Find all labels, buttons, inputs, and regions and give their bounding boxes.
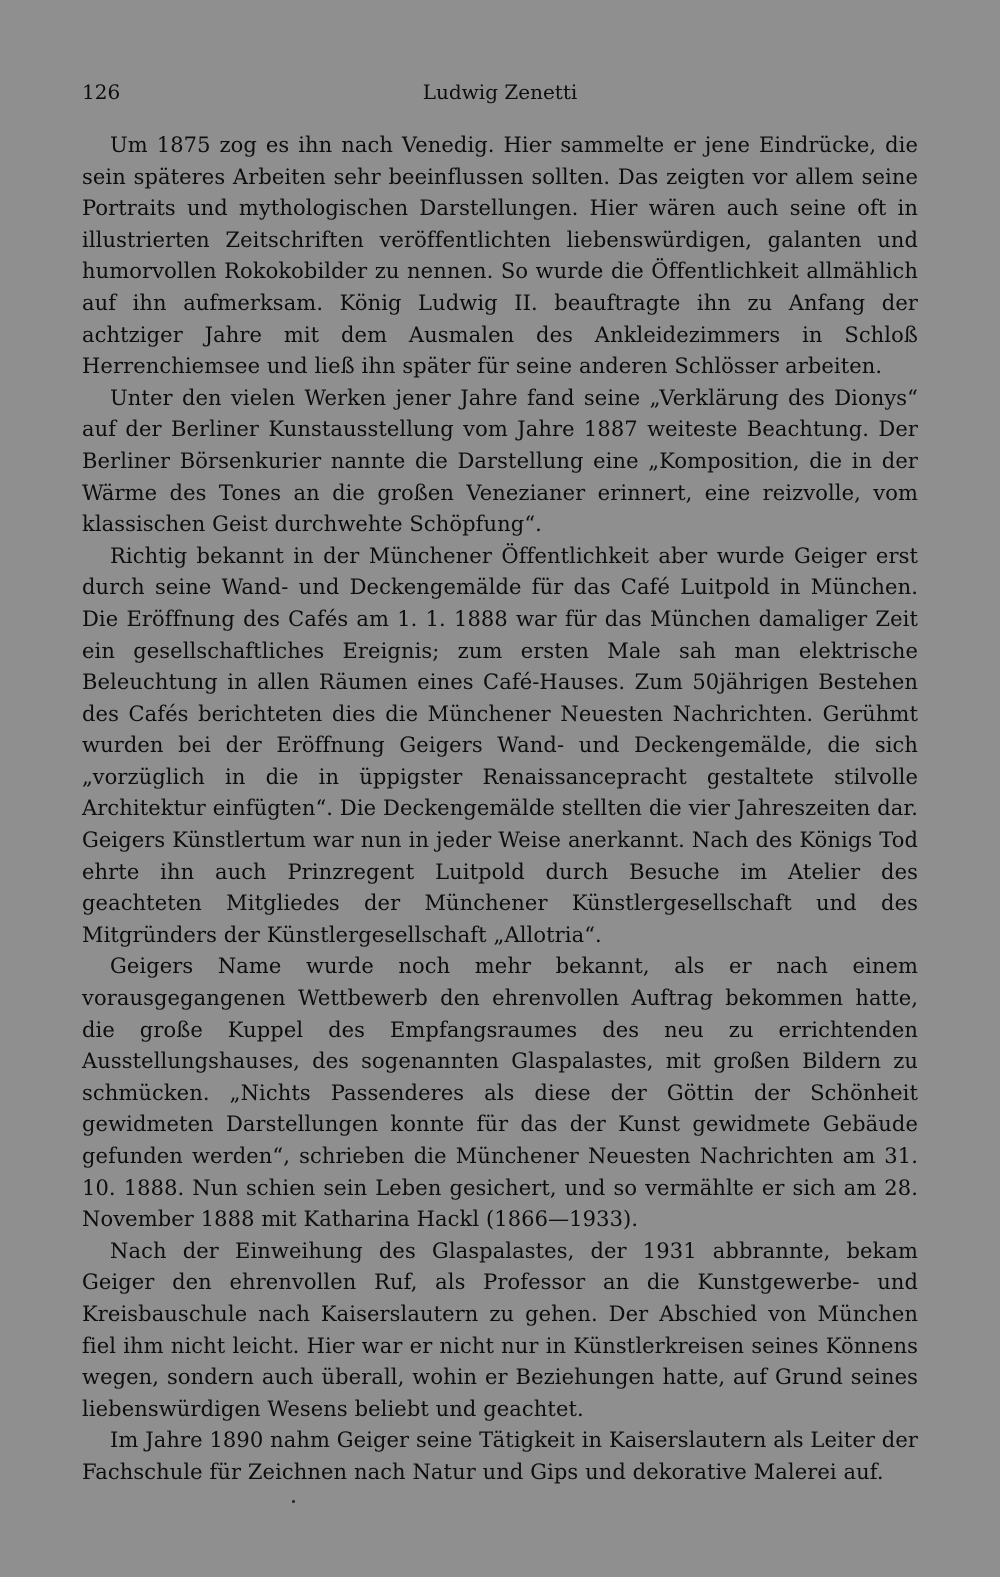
paragraph: Richtig bekannt in der Münchener Öffentlichkeit aber wurde Geiger erst durch seine Wand- und Deckengemälde für das Café Luitpold in München. Die Eröffnung des Cafés am 1. 1. 1888 war für das München damaliger Zeit ein gesellschaftliches Ereignis; zum ersten Male sah man elektrische Beleuchtung in allen Räumen eines Café-Hauses. Zum 50jährigen Bestehen des Cafés berichteten dies die Münchener Neuesten Nachrichten. Gerühmt wurden bei der Eröffnung Geigers Wand- und Deckengemälde, die sich „vorzüglich in die in üppigster Renaissancepracht gestaltete stilvolle Architektur einfügten“. Die Deckengemälde stellten die vier Jahreszeiten dar. Geigers Künstlertum war nun in jeder Weise anerkannt. Nach des Königs Tod ehrte ihn auch Prinzregent Luitpold durch Besuche im Atelier des geachteten Mitgliedes der Münchener Künstlergesellschaft und des Mitgründers der Künstlergesellschaft „Allotria“. [82, 543, 918, 947]
running-head [82, 74, 918, 110]
paragraph: Nach der Einweihung des Glaspalastes, der 1931 abbrannte, bekam Geiger den ehrenvollen Ruf, als Professor an die Kunstgewerbe- und Kreisbauschule nach Kaiserslautern zu gehen. Der Abschied von München fiel ihm nicht leicht. Hier war er nicht nur in Künstlerkreisen seines Könnens wegen, sondern auch überall, wohin er Beziehungen hatte, auf Grund seines liebenswürdigen Wesens beliebt und geachtet. [82, 1238, 918, 1421]
paragraph: Unter den vielen Werken jener Jahre fand seine „Verklärung des Dionys“ auf der Berliner Kunstausstellung vom Jahre 1887 weiteste Beachtung. Der Berliner Börsenkurier nannte die Darstellung eine „Komposition, die in der Wärme des Tones an die großen Venezianer erinnert, eine reizvolle, vom klassischen Geist durchwehte Schöpfung“. [82, 385, 918, 537]
page-number: 126 [82, 80, 121, 104]
scan-speck [292, 1500, 295, 1503]
paragraph: Geigers Name wurde noch mehr bekannt, als er nach einem vorausgegangenen Wettbewerb den ehrenvollen Auftrag bekommen hatte, die große Kuppel des Empfangsraumes des neu zu errichtenden Ausstellungshauses, des sogenannten Glaspalastes, mit großen Bildern zu schmücken. „Nichts Passenderes als diese der Göttin der Schönheit gewidmeten Darstellungen konnte für das der Kunst gewidmete Gebäude gefunden werden“, schrieben die Münchener Neuesten Nachrichten am 31. 10. 1888. Nun schien sein Leben gesichert, und so vermählte er sich am 28. November 1888 mit Katharina Hackl (1866—1933). [82, 954, 918, 1232]
body-text [82, 130, 918, 1489]
paragraph: Um 1875 zog es ihn nach Venedig. Hier sammelte er jene Eindrücke, die sein späteres Arbeiten sehr beeinflussen sollten. Das zeigten vor allem seine Portraits und mythologischen Darstellungen. Hier wären auch seine oft in illustrierten Zeitschriften veröffentlichten liebenswürdigen, galanten und humorvollen Rokokobilder zu nennen. So wurde die Öffentlichkeit allmählich auf ihn aufmerksam. König Ludwig II. beauftragte ihn zu Anfang der achtziger Jahre mit dem Ausmalen des Ankleidezimmers in Schloß Herrenchiemsee und ließ ihn später für seine anderen Schlösser arbeiten. [82, 133, 918, 379]
running-title: Ludwig Zenetti [422, 80, 578, 104]
paragraph: Im Jahre 1890 nahm Geiger seine Tätigkeit in Kaiserslautern als Leiter der Fachschule für Zeichnen nach Natur und Gips und dekorative Malerei auf. [82, 1428, 918, 1484]
